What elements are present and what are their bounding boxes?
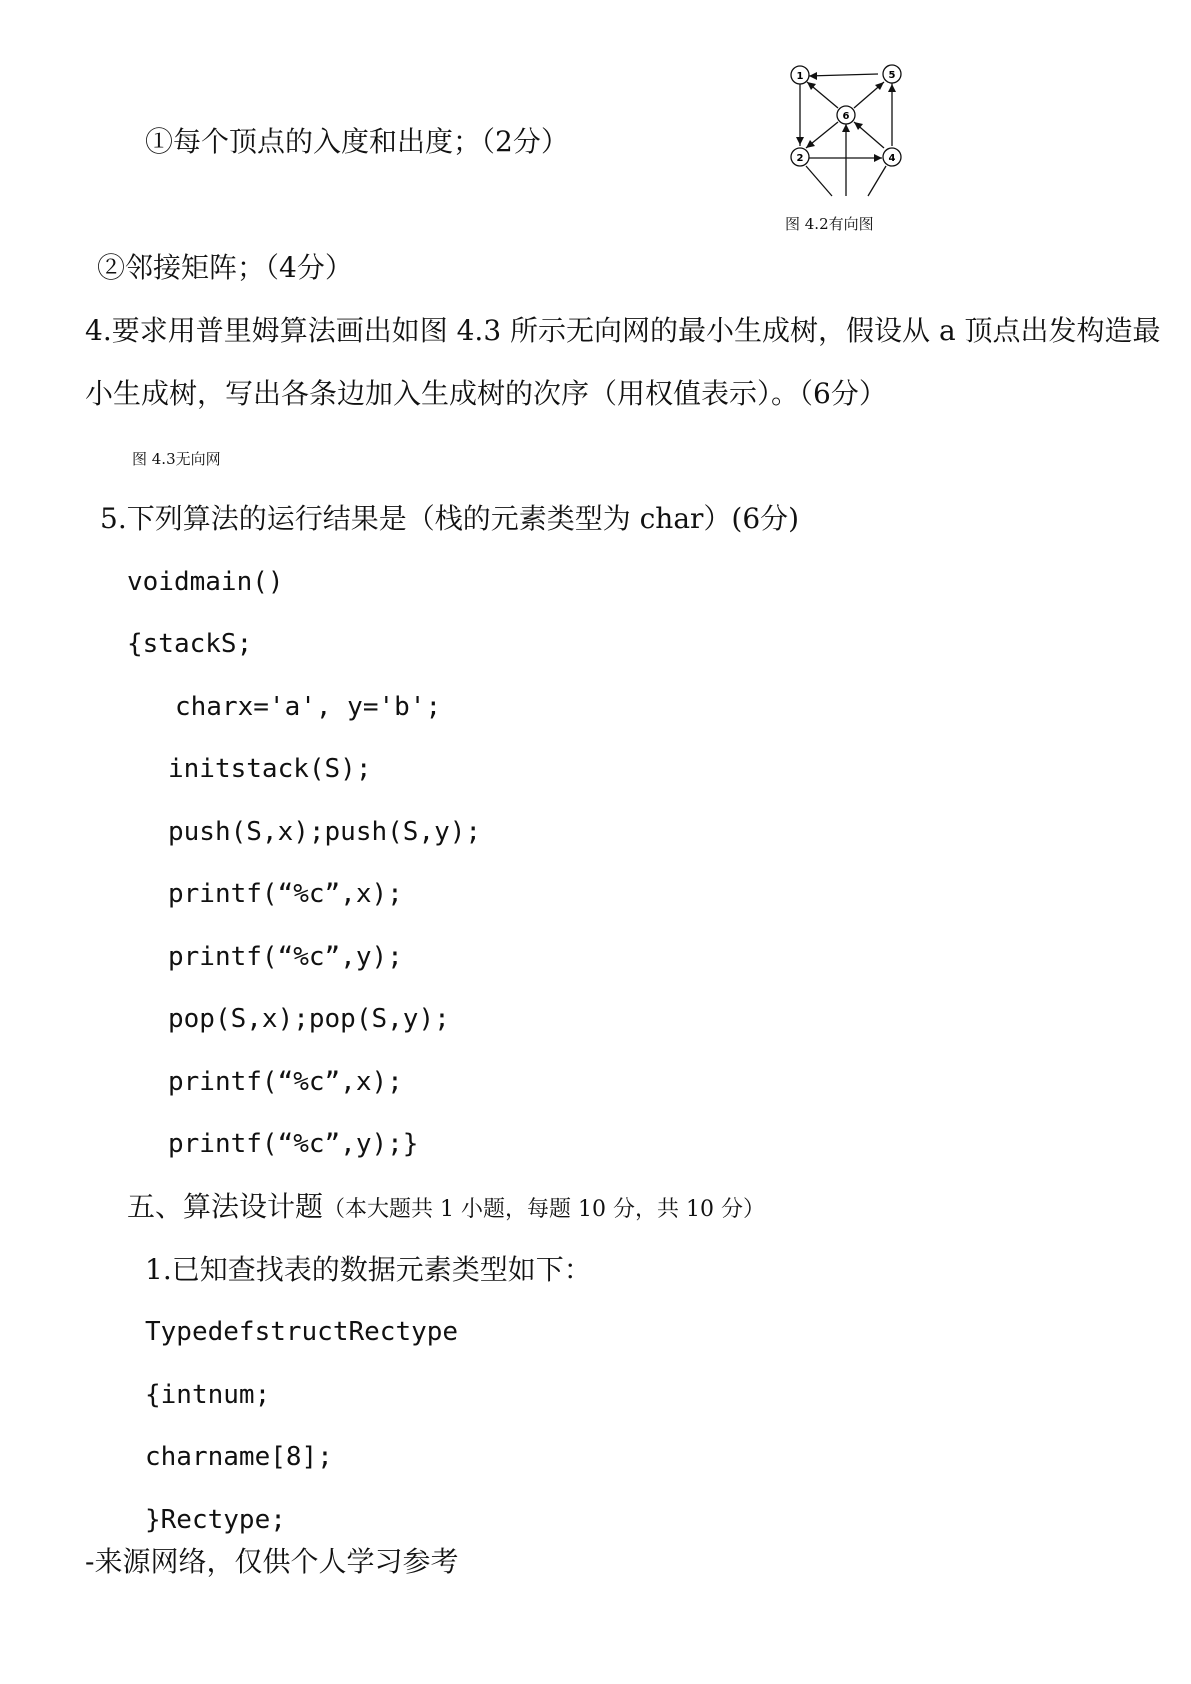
svg-text:1: 1 [796,71,804,82]
q5-title: 5.下列算法的运行结果是（栈的元素类型为 char）(6分) [100,502,800,535]
figure-4-3-caption: 图 4.3无向网 [132,450,221,468]
svg-text:6: 6 [842,111,850,122]
q4-line-2: 小生成树，写出各条边加入生成树的次序（用权值表示）。（6分） [85,377,887,410]
code-line: }Rectype; [145,1505,286,1535]
section-title [127,1190,765,1227]
code-line: charname[8]; [145,1442,333,1472]
graph-node-6 [837,106,855,124]
directed-graph-figure [780,60,930,200]
code-line: {intnum; [145,1380,271,1410]
code-line: {stackS; [127,629,253,659]
footer-note: -来源网络，仅供个人学习参考 [85,1545,459,1578]
edge-5-1 [808,74,878,76]
svg-text:2: 2 [796,153,804,164]
code-line: printf(“%c”,x); [168,879,403,909]
code-line: printf(“%c”,x); [168,1067,403,1097]
graph-node-4 [883,148,901,166]
arrow-head [874,154,882,162]
graph-node-5 [883,65,901,83]
code-line: pop(S,x);pop(S,y); [168,1004,450,1034]
code-line: printf(“%c”,y); [168,942,403,972]
figure-4-2-caption: 图 4.2有向图 [785,215,874,233]
graph-node-2 [791,148,809,166]
code-line: TypedefstructRectype [145,1317,459,1347]
edge-down-4 [868,166,886,196]
q3-item-2: ②邻接矩阵；（4分） [97,251,353,284]
code-line: push(S,x);push(S,y); [168,817,482,847]
arrow-head [888,84,896,92]
q5-1-intro: 1.已知查找表的数据元素类型如下： [145,1253,592,1286]
svg-text:5: 5 [888,70,896,81]
arrow-head [842,124,850,132]
q4-line-1: 4.要求用普里姆算法画出如图 4.3 所示无向网的最小生成树，假设从 a 顶点出发构造最 [85,314,1161,347]
edge-down-2 [806,166,832,196]
section-title-note: （本大题共 1 小题，每题 10 分，共 10 分） [323,1197,765,1222]
code-line: initstack(S); [168,754,372,784]
graph-node-1 [791,66,809,84]
arrow-head [809,72,817,80]
code-line: voidmain() [127,567,284,597]
svg-text:4: 4 [888,153,896,164]
arrow-head [796,137,804,145]
code-line: charx='a', y='b'; [175,692,442,722]
section-title-main: 五、算法设计题 [127,1190,324,1223]
code-line: printf(“%c”,y);} [168,1129,419,1159]
q3-item-1: ①每个顶点的入度和出度；（2分） [145,125,569,158]
